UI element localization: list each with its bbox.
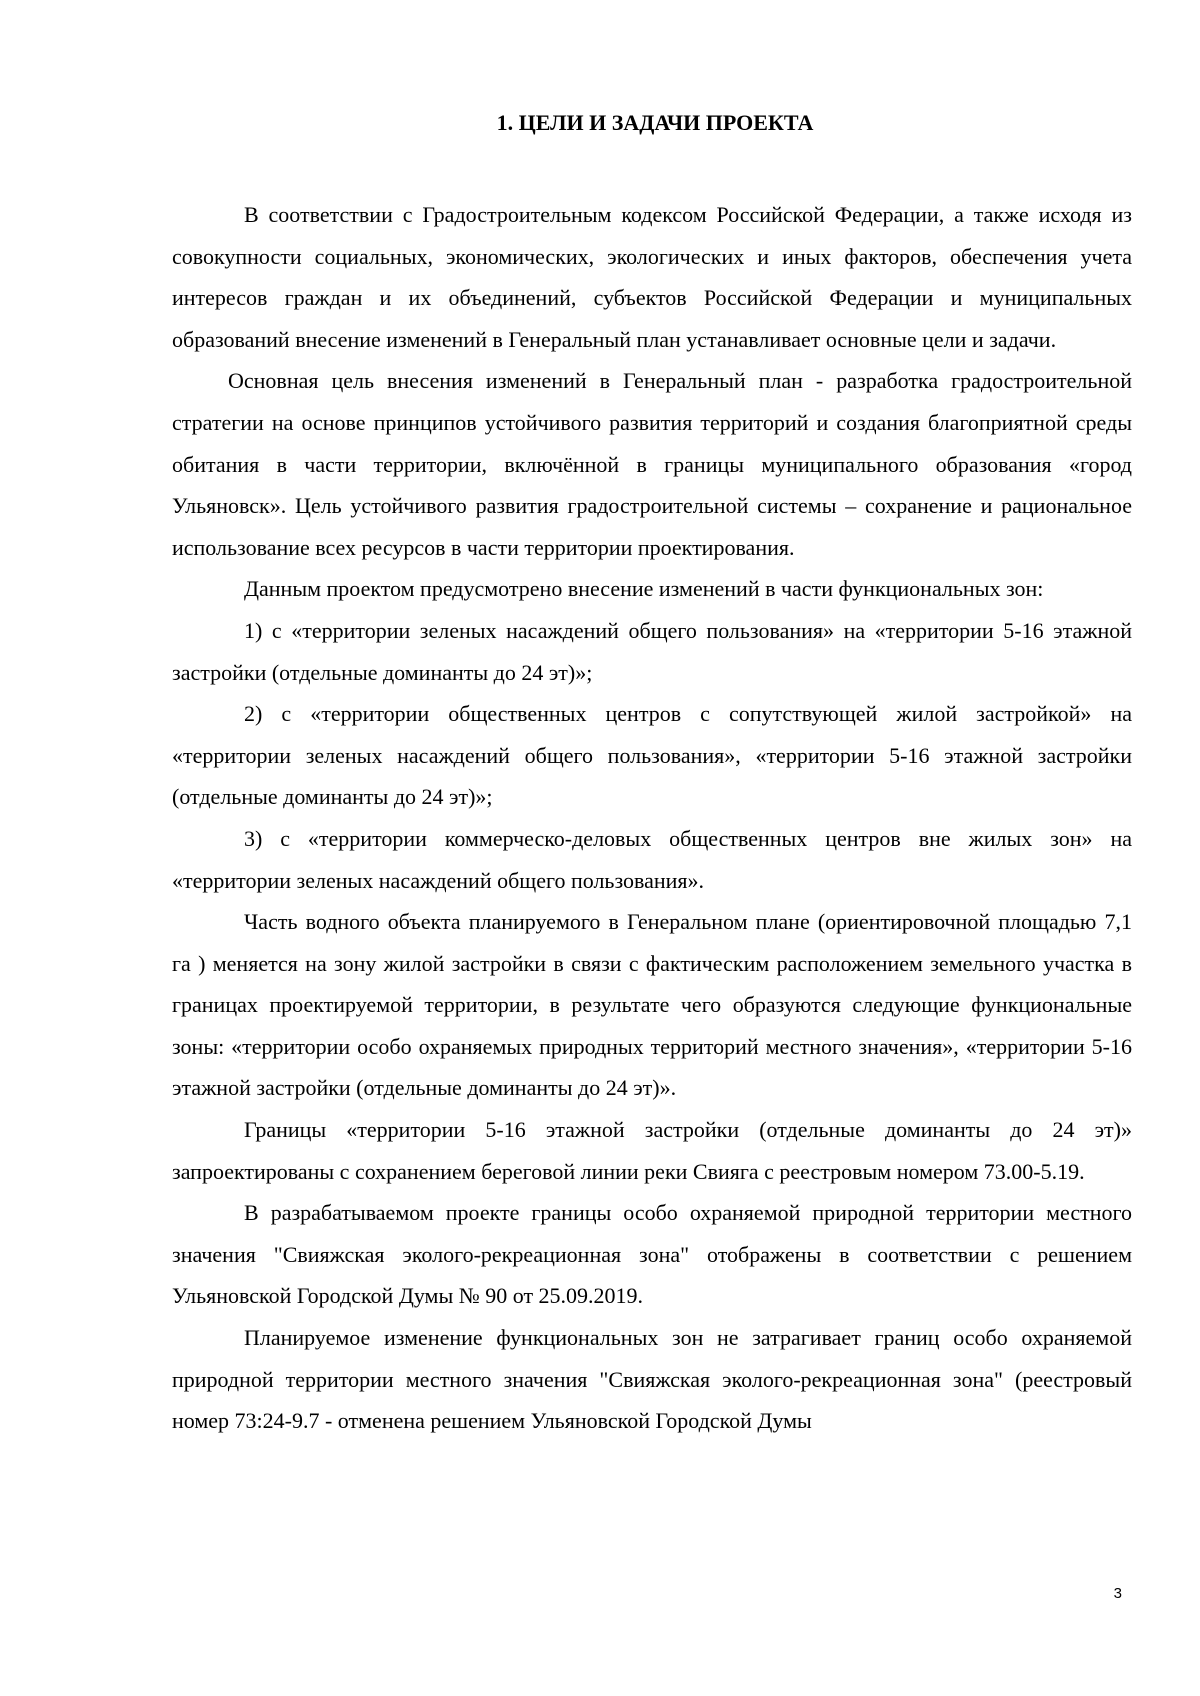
list-item-2: 2) с «территории общественных центров с сопутствующей жилой застройкой» на «территории зеленых насаждений общего пользования», «территории 5-16 этажной застройки (отдельные доминанты до 24 эт)»;: [172, 701, 1132, 810]
list-item-3: 3) с «территории коммерческо-деловых общественных центров вне жилых зон» на «территории зеленых насаждений общего пользования».: [172, 825, 1132, 893]
paragraph-4: Часть водного объекта планируемого в Генеральном плане (ориентировочной площадью 7,1 га ) меняется на зону жилой застройки в связи с фактическим расположением земельного участка в границах проектируемой территории, в результате чего образуются следующие функциональные зоны: «территории особо охраняемых природных территорий местного значения», «территории 5-16 этажной застройки (отдельные доминанты до 24 эт)».: [172, 909, 1132, 1101]
paragraph-7: Планируемое изменение функциональных зон не затрагивает границ особо охраняемой природной территории местного значения "Свияжская эколого-рекреационная зона" (реестровый номер 73:24-9.7 - отменена решением Ульяновской Городской Думы: [172, 1325, 1132, 1434]
section-heading: 1. ЦЕЛИ И ЗАДАЧИ ПРОЕКТА: [496, 110, 814, 135]
paragraph-2: Основная цель внесения изменений в Генеральный план - разработка градостроительной стратегии на основе принципов устойчивого развития территорий и создания благоприятной среды обитания в части территории, включённой в границы муниципального образования «город Ульяновск». Цель устойчивого развития градостроительной системы – сохранение и рациональное использование всех ресурсов в части территории проектирования.: [172, 368, 1132, 560]
paragraph-3: Данным проектом предусмотрено внесение изменений в части функциональных зон:: [244, 576, 1044, 602]
paragraph-1: В соответствии с Градостроительным кодексом Российской Федерации, а также исходя из совокупности социальных, экономических, экологических и иных факторов, обеспечения учета интересов граждан и их объединений, субъектов Российской Федерации и муниципальных образований внесение изменений в Генеральный план устанавливает основные цели и задачи.: [172, 202, 1132, 352]
page-number: 3: [1113, 1585, 1122, 1602]
paragraph-5: Границы «территории 5-16 этажной застройки (отдельные доминанты до 24 эт)» запроектированы с сохранением береговой линии реки Свияга с реестровым номером 73.00-5.19.: [172, 1117, 1132, 1184]
document-body: [172, 194, 1132, 1442]
list-item-1: 1) с «территории зеленых насаждений общего пользования» на «территории 5-16 этажной застройки (отдельные доминанты до 24 эт)»;: [172, 617, 1132, 685]
paragraph-6: В разрабатываемом проекте границы особо охраняемой природной территории местного значения "Свияжская эколого-рекреационная зона" отображены в соответствии с решением Ульяновской Городской Думы № 90 от 25.09.2019.: [172, 1200, 1132, 1309]
